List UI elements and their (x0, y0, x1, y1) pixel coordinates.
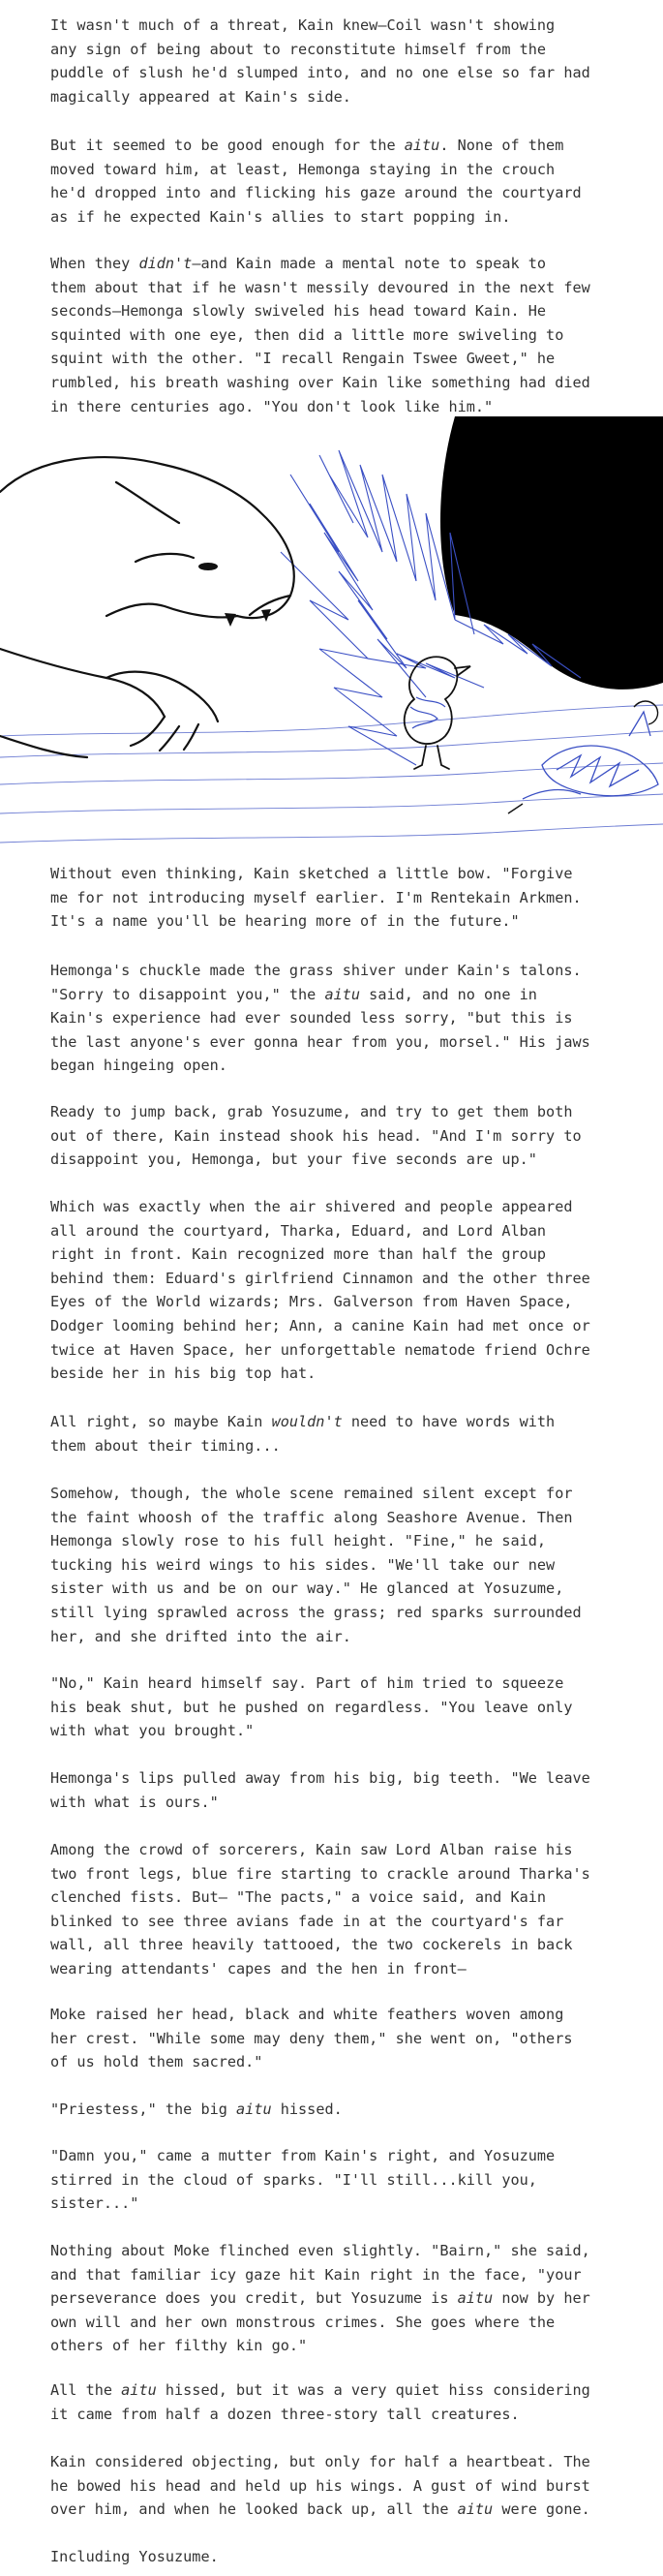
italic-word: aitu (457, 2289, 494, 2308)
text-line: out of there, Kain instead shook his head. "And I'm sorry to (50, 1126, 582, 1145)
paragraph-6 (50, 1100, 650, 1172)
text-line: moved toward him, at least, Hemonga staying in the crouch (50, 160, 556, 178)
text-line: squint with the other. "I recall Rengain Tswee Gweet," he (50, 350, 556, 368)
text-line: Hemonga's lips pulled away from his big, big teeth. "We leave (50, 1769, 590, 1787)
snow-ground-hatching (0, 705, 663, 843)
text-line: still lying sprawled across the grass; red sparks surrounded (50, 1603, 582, 1621)
text-line: with what is ours." (50, 1793, 219, 1811)
text-line: Eyes of the World wizards; Mrs. Galverson from Haven Space, (50, 1293, 573, 1311)
text-line: them about that if he wasn't messily devoured in the next few (50, 278, 590, 296)
text-line: puddle of slush he'd slumped into, and no one else so far had (50, 64, 590, 82)
paragraph-12 (50, 1838, 650, 1981)
italic-word: aitu (236, 2101, 272, 2118)
text-line: seconds—Hemonga slowly swiveled his head toward Kain. He (50, 302, 547, 321)
text-line: It's a name you'll be hearing more of in the future." (50, 912, 520, 931)
text-line: Ready to jump back, grab Yosuzume, and try to get them both (50, 1103, 573, 1120)
text-line: wall, all three heavily tattooed, the two cockerels in back (50, 1936, 573, 1954)
text-line: over him, and when he looked back up, all the aitu were gone. (50, 2500, 590, 2519)
paragraph-13 (50, 2003, 650, 2074)
text-line: it came from half a dozen three-story tall creatures. (50, 2405, 520, 2423)
text-line: her crest. "While some may deny them," she went on, "others (50, 2029, 573, 2047)
text-line: sister..." (50, 2194, 139, 2213)
text-line: her, and she drifted into the air. (50, 1627, 351, 1645)
text-line: blinked to see three avians fade in at the courtyard's far (50, 1912, 564, 1930)
text-line: clenched fists. But— "The pacts," a voice said, and Kain (50, 1888, 547, 1907)
paragraph-3 (50, 252, 650, 418)
text-line: Without even thinking, Kain sketched a little bow. "Forgive (50, 865, 573, 882)
text-line: any sign of being about to reconstitute himself from the (50, 40, 547, 58)
text-line: Dodger looming behind her; Ann, a canine Kain had met once or (50, 1316, 590, 1334)
text-line: behind them: Eduard's girlfriend Cinnamon and the other three (50, 1269, 590, 1287)
text-line: with what you brought." (50, 1722, 255, 1740)
paragraph-11 (50, 1766, 650, 1814)
paragraph-9 (50, 1482, 650, 1648)
text-line: "Priestess," the big aitu hissed. (50, 2101, 343, 2118)
text-line: stirred in the cloud of sparks. "I'll still...kill you, (50, 2170, 537, 2189)
text-line: squinted with one eye, then did a little more swiveling to (50, 325, 564, 344)
text-line: "Sorry to disappoint you," the aitu said, and no one in (50, 985, 537, 1003)
text-line: began hingeing open. (50, 1057, 227, 1075)
text-line: "No," Kain heard himself say. Part of him tried to squeeze (50, 1674, 564, 1692)
text-line: magically appeared at Kain's side. (50, 87, 351, 106)
text-line: two front legs, blue fire starting to crackle around Tharka's (50, 1864, 590, 1883)
text-line: Kain considered objecting, but only for half a heartbeat. The (50, 2453, 590, 2470)
text-line: as if he expected Kain's allies to start popping in. (50, 207, 511, 226)
illustration-aitu-and-avians (0, 416, 663, 864)
text-line: All right, so maybe Kain wouldn't need to have words with (50, 1413, 556, 1430)
kain-avian-sketch (405, 657, 470, 769)
paragraph-10 (50, 1671, 650, 1743)
text-line: of us hold them sacred." (50, 2053, 263, 2071)
paragraph-8 (50, 1410, 650, 1457)
text-line: perseverance does you credit, but Yosuzume is aitu now by her (50, 2289, 590, 2308)
text-line: "Damn you," came a mutter from Kain's right, and Yosuzume (50, 2147, 556, 2164)
text-line: It wasn't much of a threat, Kain knew—Coil wasn't showing (50, 16, 556, 34)
text-line: sister with us and be on our way." He glanced at Yosuzume, (50, 1579, 564, 1598)
text-line: When they didn't—and Kain made a mental note to speak to (50, 255, 547, 272)
italic-word: aitu (457, 2500, 494, 2519)
text-line: others of her filthy kin go." (50, 2337, 308, 2355)
text-line: Among the crowd of sorcerers, Kain saw Lord Alban raise his (50, 1841, 573, 1858)
text-line: tucking his weird wings to his sides. "We'll take our new (50, 1555, 556, 1574)
text-line: right in front. Kain recognized more than half the group (50, 1245, 547, 1264)
text-line: own will and her own monstrous crimes. She goes where the (50, 2313, 556, 2331)
text-line: Somehow, though, the whole scene remained silent except for (50, 1485, 573, 1502)
text-line: in there centuries ago. "You don't look like him." (50, 397, 494, 415)
paragraph-16 (50, 2239, 650, 2358)
text-line: the last anyone's ever gonna hear from you, morsel." His jaws (50, 1032, 590, 1051)
text-line: Including Yosuzume. (50, 2548, 219, 2565)
paragraph-5 (50, 959, 650, 1078)
paragraph-1 (50, 14, 650, 108)
paragraph-17 (50, 2378, 650, 2426)
text-line: and that familiar icy gaze hit Kain right in the face, "your (50, 2265, 582, 2284)
text-line: Hemonga's chuckle made the grass shiver under Kain's talons. (50, 962, 582, 979)
italic-word: didn't (138, 255, 193, 272)
paragraph-7 (50, 1195, 650, 1386)
paragraph-2 (50, 134, 650, 229)
italic-word: aitu (324, 985, 361, 1003)
text-line: his beak shut, but he pushed on regardless. "You leave only (50, 1698, 573, 1716)
text-line: beside her in his big top hat. (50, 1365, 316, 1383)
text-line: rumbled, his breath washing over Kain like something had died (50, 373, 590, 391)
text-line: Moke raised her head, black and white feathers woven among (50, 2006, 564, 2023)
italic-word: aitu (404, 137, 440, 154)
text-line: them about their timing... (50, 1436, 281, 1455)
paragraph-19 (50, 2545, 650, 2569)
paragraph-18 (50, 2450, 650, 2522)
italic-word: wouldn't (271, 1413, 343, 1430)
text-line: Kain's experience had ever sounded less sorry, "but this is (50, 1009, 573, 1027)
night-sky-shape (440, 416, 663, 690)
text-line: he'd dropped into and flicking his gaze around the courtyard (50, 184, 582, 202)
text-line: Which was exactly when the air shivered and people appeared (50, 1198, 573, 1215)
text-line: me for not introducing myself earlier. I'm Rentekain Arkmen. (50, 888, 582, 906)
text-line: the faint whoosh of the traffic along Seashore Avenue. Then (50, 1508, 573, 1526)
text-line: wearing attendants' capes and the hen in front— (50, 1959, 467, 1978)
text-line: he bowed his head and held up his wings. A gust of wind burst (50, 2476, 590, 2495)
yosuzume-sprawled-sketch (523, 712, 658, 799)
paragraph-15 (50, 2144, 650, 2216)
italic-word: aitu (121, 2381, 157, 2399)
text-line: All the aitu hissed, but it was a very quiet hiss considering (50, 2381, 590, 2399)
text-line: Nothing about Moke flinched even slightly. "Bairn," she said, (50, 2242, 590, 2259)
text-line: But it seemed to be good enough for the aitu. None of them (50, 137, 564, 154)
kain-wing-scribble (410, 697, 445, 728)
text-line: twice at Haven Space, her unforgettable nematode friend Ochre (50, 1340, 590, 1359)
paragraph-14 (50, 2098, 650, 2122)
text-line: all around the courtyard, Tharka, Eduard, and Lord Alban (50, 1221, 547, 1240)
text-line: disappoint you, Hemonga, but your five seconds are up." (50, 1150, 537, 1169)
paragraph-4 (50, 862, 650, 934)
aitu-creature-sketch (0, 457, 294, 757)
text-line: Hemonga slowly rose to his full height. "Fine," he said, (50, 1532, 547, 1550)
